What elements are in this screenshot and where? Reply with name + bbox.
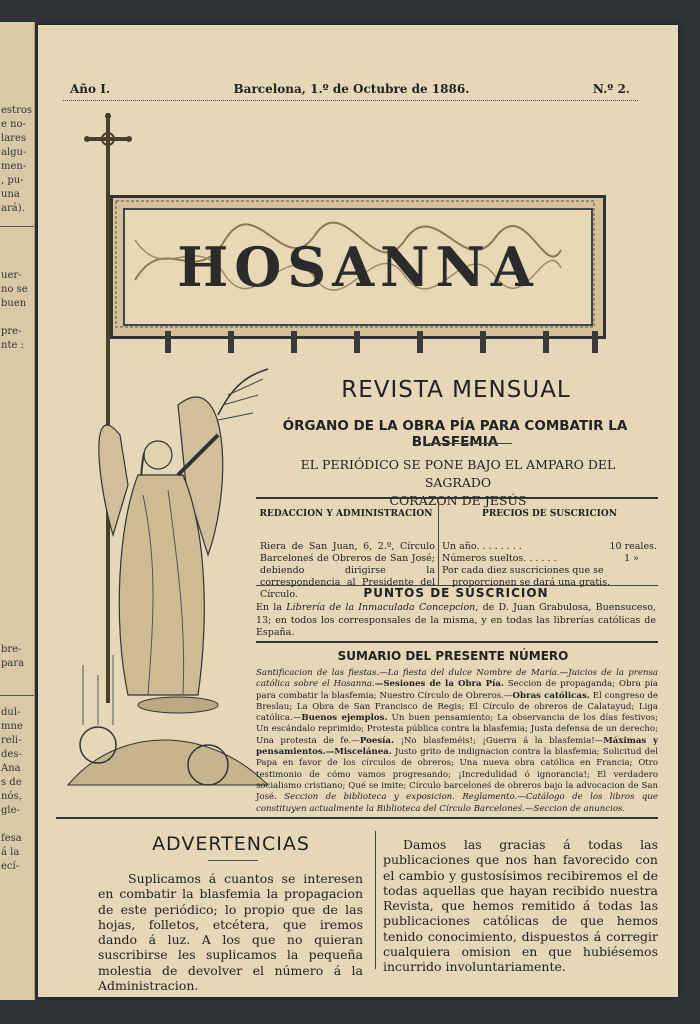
precio-row	[442, 553, 657, 565]
facing-page-line: e no-	[1, 119, 26, 130]
facing-page-line: nte :	[1, 340, 24, 351]
facing-page-line: gle-	[1, 805, 20, 816]
precios-heading: PRECIOS DE SUSCRICION	[482, 509, 617, 519]
facing-page-text-mid	[0, 269, 34, 353]
precio-label: Un año. . . . . . . .	[442, 541, 522, 552]
sumario-part: Seccion de propaganda; Obra pía para combatir la blasfemia; Nuestro Círculo de Obreros.—	[256, 679, 658, 701]
facing-page-rule	[0, 695, 34, 696]
info-box-top-rule	[256, 497, 658, 499]
sumario-part: Poesía.	[359, 735, 394, 746]
issue-header	[70, 82, 630, 98]
sumario-part: Justo grito de indignacion contra la blasfemia; Solicitud del Papa en favor de los círculos de obreros; Una nueva obra católica en Francia; Otro testimonio de cómo vamos progresando; ¡Incredulidad ó ignorancia!; El verdadero socialismo cristiano; Qué se imite; Círculo barceloneś de obreros bajo la advocacion de San José.	[256, 747, 658, 803]
facing-page-line: fesa	[1, 833, 22, 844]
gracias-text: Damos las gracias á todas las publicaciones que nos han favorecido con el cambio y gustosísimos recibiremos el de todas aquellas que hayan recibido nuestra Revista, que hemos remitido á todas las publicaciones católicas de que hemos tenido conocimiento, dispuestos á corregir cualquiera omision en que hubiésemos incurrido involuntariamente.	[383, 837, 658, 975]
sumario-part: Un buen pensamiento; La observancia de los días festivos; Un escándalo reprimido; Protesta pública contra la blasfemia; Justa defensa de un derecho; Una protesta de fe.—	[256, 713, 658, 746]
patronage-line-2: CORAZON DE JESÚS	[389, 493, 527, 508]
sumario-top-rule	[256, 641, 658, 643]
facing-page-line	[0, 311, 34, 325]
facing-page-line: estros	[1, 105, 33, 116]
precio-value: 10 reales.	[609, 541, 657, 552]
facing-page-line: á la	[1, 847, 20, 858]
puntos-text-b: , de D. Juan Grabulosa, Buensuceso, 13; en todos los corresponsales de la misma, y en todas las librerías católicas de España.	[256, 602, 657, 638]
sumario-part: Seccion de biblioteca y exposicion.	[284, 792, 455, 803]
facing-page-rule	[0, 226, 34, 227]
sumario-part: Buenos ejemplos.	[301, 713, 388, 724]
revista-subtitle: REVISTA MENSUAL	[341, 377, 571, 403]
facing-page-line: no se	[1, 284, 28, 295]
facing-page-line: lares	[1, 133, 26, 144]
redaccion-heading: REDACCION Y ADMINISTRACION	[259, 509, 433, 519]
sumario-part: ¡No blasfeméis!; ¡Guerra á la blasfemia!—	[393, 735, 604, 746]
facing-page-line: s de	[1, 777, 22, 788]
puntos-text-a: En la	[256, 602, 287, 613]
facing-page-line: pre-	[1, 326, 22, 337]
column-separator	[375, 831, 376, 969]
facing-page-line: des-	[1, 749, 22, 760]
facing-page-line: men-	[1, 161, 27, 172]
precio-note: Por cada diez suscriciones que se proporcionen se dará una gratis.	[442, 565, 611, 588]
facing-page-line: Ana	[1, 763, 21, 774]
facing-page-line: una	[1, 189, 20, 200]
facing-page-text-top	[0, 104, 34, 216]
sumario-part: Máximas y pensamientos.—Miscelánea.	[256, 735, 658, 758]
sumario-part: Santificacion de las fiestas.—La fiesta del dulce Nombre de María.—Juicios de la prensa católica sobre el Hosanna.	[256, 668, 658, 690]
facing-page-line: mne	[1, 721, 23, 732]
organ-line: ÓRGANO DE LA OBRA PÍA PARA COMBATIR LA BLASFEMIA	[282, 418, 628, 450]
facing-page-line: dul-	[1, 707, 21, 718]
ornament-divider	[208, 860, 258, 861]
banner-panel	[123, 208, 593, 326]
advertencias-text: Suplicamos á cuantos se interesen en combatir la blasfemia la propagacion de este periódico; lo propio que de las hojas, folletos, etcétera, que iremos dando á luz. A los que no quieran suscribirse les suplicamos la pequeña molestia de devolver el número á la Administracion.	[98, 871, 363, 994]
facing-page-edge	[0, 22, 35, 1000]
facing-page-line	[0, 818, 34, 832]
sumario-part: Reglamento.—Catálogo de los libros que constituyen actualmente la Biblioteca del Círculo Barceloneś.—Seccion de anuncios.	[256, 792, 658, 814]
facing-page-line: reli-	[1, 735, 22, 746]
sumario-text	[256, 668, 658, 815]
redaccion-text: Riera de San Juan, 6, 2.º, Círculo Barceloneś de Obreros de San José; debiendo dirigirse la correspondencia al Presidente del Círculo.	[260, 541, 435, 600]
precio-label: Números sueltos. . . . . .	[442, 553, 557, 564]
issue-number: N.º 2.	[592, 82, 630, 96]
facing-page-line: buen	[1, 298, 27, 309]
precio-value: 1 »	[624, 553, 639, 564]
facing-page-line: , pu-	[1, 175, 24, 186]
sumario-part: —Sesiones de la Obra Pía.	[374, 679, 504, 690]
facing-page-text-bottom	[0, 706, 34, 874]
facing-page-line: algu-	[1, 147, 27, 158]
banner-tassels	[110, 331, 600, 359]
facing-page-line: para	[1, 658, 25, 669]
patronage-line-1: EL PERIÓDICO SE PONE BAJO EL AMPARO DEL SAGRADO	[300, 457, 616, 490]
header-rule	[63, 100, 638, 101]
info-box-divider	[438, 503, 439, 585]
bottom-section-rule	[56, 817, 658, 819]
puntos-heading: PUNTOS DE SUSCRICION	[363, 586, 549, 600]
facing-page-line: ecí-	[1, 861, 20, 872]
puntos-libreria: Librería de la Inmaculada Concepcion	[286, 602, 476, 613]
patronage-text	[278, 456, 638, 510]
masthead-title: HOSANNA	[177, 235, 539, 299]
masthead-banner	[110, 195, 606, 339]
sumario-part: El congreso de Breslau; La Obra de San Francisco de Regis; El Círculo de obreros de Calatayud; Liga católica.—	[256, 690, 658, 724]
ornament-divider	[428, 443, 512, 444]
sumario-heading: SUMARIO DEL PRESENTE NÚMERO	[337, 649, 569, 663]
precio-row	[442, 541, 657, 553]
newspaper-page	[38, 25, 678, 997]
angel-illustration	[58, 365, 273, 805]
advertencias-heading: ADVERTENCIAS	[152, 833, 310, 855]
facing-page-line: nós,	[1, 791, 22, 802]
facing-page-line: bre-	[1, 644, 22, 655]
issue-year: Año I.	[70, 82, 111, 96]
puntos-text	[256, 602, 656, 640]
facing-page-line: ará).	[1, 203, 25, 214]
issue-date: Barcelona, 1.º de Octubre de 1886.	[233, 82, 470, 96]
sumario-part: Obras católicas.	[512, 690, 590, 701]
facing-page-text-lower	[0, 643, 34, 671]
precios-table	[442, 541, 657, 589]
facing-page-line: uer-	[1, 270, 22, 281]
